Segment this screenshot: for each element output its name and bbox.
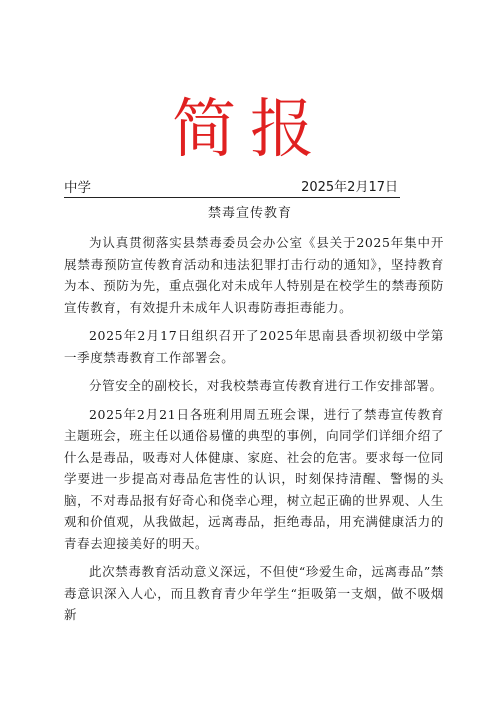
paragraph: 2025年2月17日组织召开了2025年思南县香坝初级中学第一季度禁毒教育工作部署会。	[64, 328, 444, 365]
paragraph: 分管安全的副校长，对我校禁毒宣传教育进行工作安排部署。	[89, 378, 443, 393]
bulletin-meta-row	[64, 179, 400, 198]
document-body	[64, 232, 444, 633]
issue-date: 2025年2月17日	[301, 180, 398, 195]
paragraph: 为认真贯彻落实县禁毒委员会办公室《县关于2025年集中开展禁毒预防宣传教育活动和违法犯罪打击行动的通知》，坚持教育为本、预防为先，重点强化对未成年人特别是在校学生的禁毒预防宣传教育，有效提升未成年人识毒防毒拒毒能力。	[64, 235, 444, 315]
paragraph: 2025年2月21日各班利用周五班会课，进行了禁毒宣传教育主题班会，班主任以通俗易懂的典型的事例，向同学们详细介绍了什么是毒品，吸毒对人体健康、家庭、社会的危害。要求每一位同学要进一步提高对毒品危害性的认识，时刻保持清醒、警惕的头脑，不对毒品报有好奇心和侥幸心理，树立起正确的世界观、人生观和价值观，从我做起，远离毒品，拒绝毒品，用充满健康活力的青春去迎接美好的明天。	[64, 406, 444, 551]
bulletin-masthead: 简报	[172, 93, 328, 167]
paragraph: 此次禁毒教育活动意义深远，不但使“珍爱生命，远离毒品”禁毒意识深入人心，而且教育青少年学生“拒吸第一支烟，做不吸烟新	[64, 564, 444, 622]
document-title: 禁毒宣传教育	[207, 206, 292, 221]
issuing-unit: 中学	[64, 180, 91, 196]
